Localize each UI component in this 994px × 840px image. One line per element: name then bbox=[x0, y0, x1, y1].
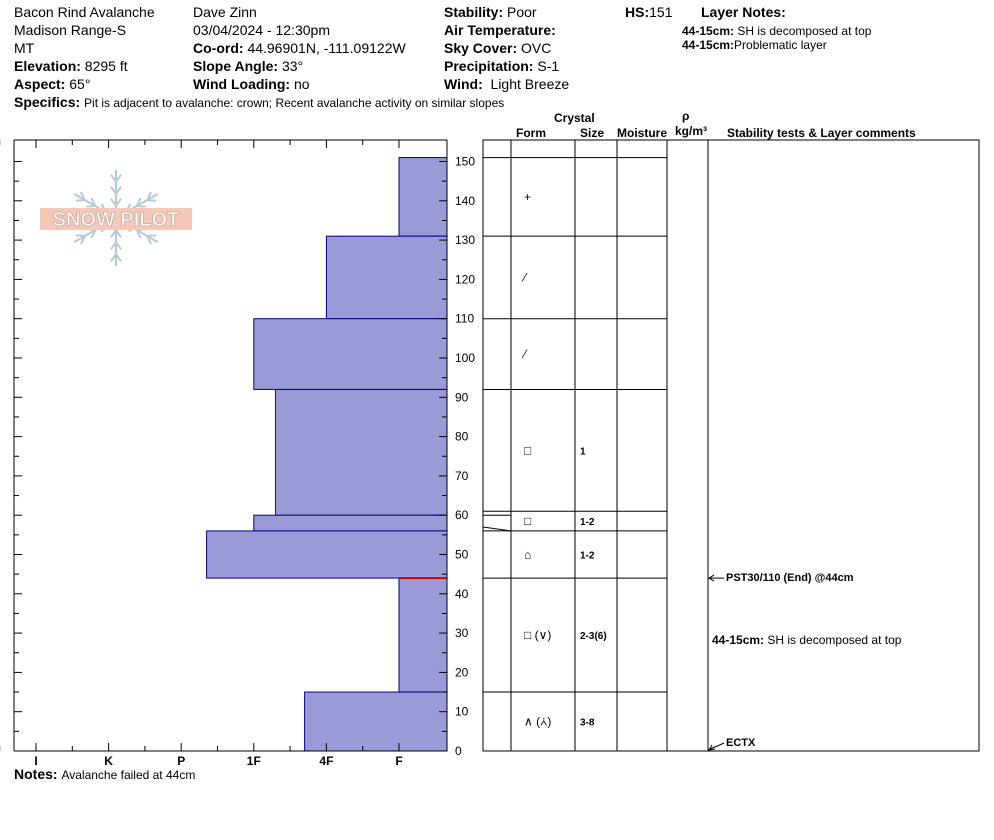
site-range: Madison Range-S bbox=[14, 22, 127, 38]
header-form: Form bbox=[516, 126, 546, 140]
depth-tick-label: 50 bbox=[455, 547, 469, 562]
layer-note-1-text: SH is decomposed at top bbox=[737, 24, 872, 38]
hardness-layer-7 bbox=[305, 692, 447, 751]
notes-row bbox=[14, 766, 195, 783]
table-link-line bbox=[483, 527, 511, 531]
specifics-text: Pit is adjacent to avalanche: crown; Recent avalanche activity on similar slopes bbox=[84, 96, 505, 110]
stability-test-ect: ECTX bbox=[726, 737, 756, 749]
snowflake-branch bbox=[147, 200, 156, 201]
hardness-layer-5 bbox=[207, 531, 447, 578]
logo-text: SNOW PILOT bbox=[52, 209, 180, 231]
ect-arrow bbox=[710, 743, 724, 749]
depth-tick-label: 40 bbox=[455, 586, 469, 601]
header-rho: ρ bbox=[682, 109, 690, 123]
depth-tick-label: 130 bbox=[455, 233, 476, 248]
coord-label: Co-ord: bbox=[193, 40, 244, 56]
specifics-label: Specifics: bbox=[14, 94, 81, 110]
grain-form-4: □ bbox=[524, 514, 532, 529]
hardness-tick-label: I bbox=[34, 754, 38, 768]
grain-size-6: 2-3(6) bbox=[580, 631, 607, 643]
grain-form-7: ∧ (⩑) bbox=[524, 714, 552, 729]
hardness-layer-6 bbox=[399, 578, 447, 692]
hardness-tick-label: P bbox=[177, 754, 186, 768]
table-frame bbox=[483, 140, 979, 751]
snowflake-branch bbox=[76, 235, 85, 236]
hardness-layer-0 bbox=[399, 158, 447, 237]
slope-label: Slope Angle: bbox=[193, 58, 279, 74]
header-crystal: Crystal bbox=[554, 111, 595, 125]
depth-tick-label: 110 bbox=[455, 311, 475, 326]
elevation-value: 8295 ft bbox=[84, 58, 128, 74]
site-state: MT bbox=[14, 40, 35, 56]
layer-comment-depth: 44-15cm: bbox=[712, 633, 765, 647]
layer-note-2-text: Problematic layer bbox=[734, 38, 827, 52]
sky-label: Sky Cover: bbox=[444, 40, 518, 56]
depth-tick-label: 90 bbox=[455, 390, 469, 405]
grain-form-2: ⁄ bbox=[524, 347, 527, 362]
depth-tick-label: 100 bbox=[455, 351, 476, 365]
wind-label: Wind: bbox=[444, 76, 483, 92]
layer-comment-text: SH is decomposed at top bbox=[767, 633, 902, 647]
snow-pilot-logo bbox=[40, 170, 192, 266]
grain-form-0: + bbox=[524, 189, 532, 204]
depth-tick-label: 150 bbox=[455, 154, 476, 169]
grain-size-7: 3-8 bbox=[580, 717, 595, 729]
hardness-tick-label: K bbox=[104, 754, 113, 768]
depth-tick-label: 80 bbox=[455, 429, 469, 444]
snowflake-branch bbox=[137, 206, 146, 207]
wind-loading-value: no bbox=[293, 76, 310, 92]
grain-form-6: □ (∨) bbox=[524, 628, 552, 643]
depth-tick-label: 120 bbox=[455, 272, 476, 287]
depth-tick-label: 20 bbox=[455, 665, 469, 680]
header-stability-tests: Stability tests & Layer comments bbox=[727, 126, 916, 140]
precip-label: Precipitation: bbox=[444, 58, 534, 74]
precip-value: S-1 bbox=[537, 58, 560, 74]
slope-value: 33° bbox=[281, 58, 304, 74]
grain-size-3: 1 bbox=[580, 446, 586, 458]
aspect-label: Aspect: bbox=[14, 76, 66, 92]
sky-value: OVC bbox=[521, 40, 552, 56]
hardness-layers bbox=[207, 158, 447, 751]
header-density-unit: kg/m³ bbox=[675, 124, 708, 138]
air-temp-label: Air Temperature: bbox=[444, 22, 556, 38]
depth-tick-label: 140 bbox=[455, 193, 476, 208]
depth-tick-label: 0 bbox=[455, 744, 462, 758]
hs-value: 151 bbox=[649, 4, 673, 20]
aspect-value: 65° bbox=[69, 76, 91, 92]
stability-label: Stability: bbox=[444, 4, 504, 20]
snowflake-branch bbox=[76, 200, 85, 201]
grain-size-5: 1-2 bbox=[580, 550, 595, 562]
depth-tick-label: 70 bbox=[455, 468, 469, 483]
observation-datetime: 03/04/2024 - 12:30pm bbox=[193, 22, 330, 38]
coord-value: 44.96901N, -111.09122W bbox=[247, 40, 406, 56]
grain-form-3: □ bbox=[524, 443, 532, 458]
header-moisture: Moisture bbox=[617, 126, 668, 140]
depth-tick-label: 30 bbox=[455, 626, 469, 641]
hardness-layer-4 bbox=[254, 515, 447, 531]
grain-form-5: ⌂ bbox=[524, 547, 532, 562]
hardness-tick-label: F bbox=[395, 754, 403, 768]
header-size: Size bbox=[580, 126, 605, 140]
depth-tick-label: 10 bbox=[455, 704, 469, 719]
observer-name: Dave Zinn bbox=[193, 4, 257, 20]
hardness-tick-label: 4F bbox=[319, 754, 334, 768]
grain-form-1: ⁄ bbox=[524, 270, 527, 285]
hardness-tick-label: 1F bbox=[246, 754, 261, 768]
snowflake-branch bbox=[86, 206, 95, 207]
elevation-label: Elevation: bbox=[14, 58, 81, 74]
layer-comment bbox=[712, 633, 901, 647]
hardness-layer-1 bbox=[326, 236, 447, 319]
stability-value: Poor bbox=[507, 4, 537, 20]
wind-loading-label: Wind Loading: bbox=[193, 76, 291, 92]
hs-label: HS: bbox=[625, 4, 650, 20]
layer-notes-title: Layer Notes: bbox=[701, 4, 786, 20]
layer-table bbox=[483, 140, 979, 751]
notes-label: Notes: bbox=[14, 766, 58, 782]
depth-tick-label: 60 bbox=[455, 508, 469, 523]
layer-note-1-depth: 44-15cm: bbox=[682, 24, 735, 38]
hardness-layer-2 bbox=[254, 319, 447, 390]
snowflake-branch bbox=[147, 235, 156, 236]
wind-value: Light Breeze bbox=[490, 76, 570, 92]
stability-test-pst: PST30/110 (End) @44cm bbox=[726, 572, 854, 584]
site-name: Bacon Rind Avalanche bbox=[14, 4, 155, 20]
grain-size-4: 1-2 bbox=[580, 517, 595, 529]
hardness-layer-3 bbox=[276, 389, 447, 515]
layer-note-2-depth: 44-15cm: bbox=[682, 38, 735, 52]
notes-text: Avalanche failed at 44cm bbox=[61, 768, 196, 782]
